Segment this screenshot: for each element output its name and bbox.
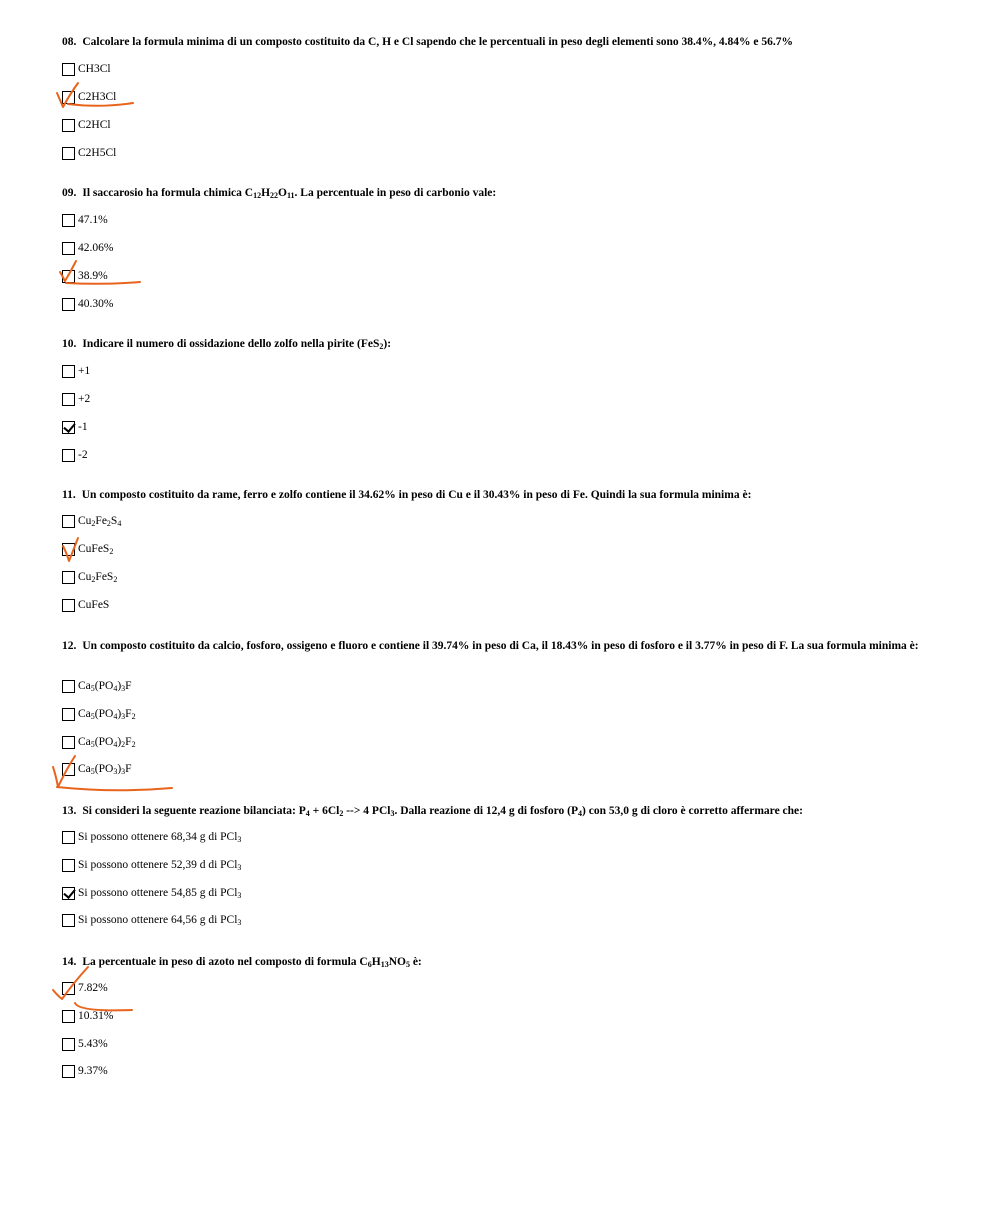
option-label: 38.9% [78,270,108,282]
question-10 [62,337,932,461]
option-label: Si possono ottenere 52,39 d di PCl$_3$ [78,859,242,872]
option-label: $Ca_5(PO_4)_3F$ [78,680,132,693]
option-label: Si possono ottenere 64,56 g di PCl$_3$ [78,914,242,927]
checkbox-checked[interactable] [62,887,75,900]
checkbox[interactable] [62,736,75,749]
option-54-85[interactable] [62,885,241,901]
option-plus-1[interactable] [62,363,90,379]
option-label: -1 [78,421,88,433]
checkbox[interactable] [62,543,75,556]
option-47-1[interactable] [62,212,108,228]
option-label: 40.30% [78,298,114,310]
option-cufes[interactable] [62,597,109,613]
option-c2h5cl[interactable] [62,145,116,161]
option-38-9[interactable] [62,268,108,284]
checkbox[interactable] [62,298,75,311]
option-label: CH3Cl [78,63,111,75]
option-label: $Ca_5(PO_4)_2F_2$ [78,736,136,749]
checkbox[interactable] [62,63,75,76]
option-ca5-po3-3-f[interactable] [62,761,132,777]
option-ca5-po4-2-f2[interactable] [62,734,136,750]
option-label: $Cu_2Fe_2S_4$ [78,515,122,528]
checkbox[interactable] [62,242,75,255]
option-52-39[interactable] [62,857,241,873]
question-text: 12. Un composto costituito da calcio, fosforo, ossigeno e fluoro e contiene il 39.74% in peso di Ca, il 18.43% in peso di fosforo e il 3.77% in peso di F. La sua formula minima è: [62,640,919,652]
option-ca5-po4-3-f[interactable] [62,678,132,694]
checkbox[interactable] [62,1010,75,1023]
question-text: 09. Il saccarosio ha formula chimica $C_{12}H_{22}O_{11}$. La percentuale in peso di carbonio vale: [62,187,497,200]
checkbox[interactable] [62,449,75,462]
option-7-82[interactable] [62,980,108,996]
question-text: 13. Si consideri la seguente reazione bilanciata: $P_4 + 6Cl_2$ --> 4 PCl$_3$. Dalla reazione di 12,4 g di fosforo $(P_4)$ con 53,0 g di cloro è corretto affermare che: [62,805,803,818]
question-text: 10. Indicare il numero di ossidazione dello zolfo nella pirite (FeS$_2$): [62,338,392,351]
checkbox[interactable] [62,1065,75,1078]
checkbox[interactable] [62,91,75,104]
option-cufes2[interactable] [62,541,113,557]
question-text: 11. Un composto costituito da rame, ferro e zolfo contiene il 34.62% in peso di Cu e il 30.43% in peso di Fe. Quindi la sua formula minima è: [62,489,752,501]
option-minus-1[interactable] [62,419,88,435]
option-label: CuFeS [78,599,110,611]
question-12 [62,639,932,776]
option-label: C2H5Cl [78,147,117,159]
question-13 [62,804,932,927]
option-label: 5.43% [78,1038,108,1050]
option-40-30[interactable] [62,296,113,312]
option-label: CuFeS$_2$ [78,543,114,556]
option-label: Si possono ottenere 68,34 g di PCl$_3$ [78,831,242,844]
option-label: $Ca_5(PO_3)_3F$ [78,763,132,776]
option-label: 10.31% [78,1010,114,1022]
checkbox[interactable] [62,708,75,721]
checkbox[interactable] [62,982,75,995]
checkbox[interactable] [62,599,75,612]
option-cu2fes2[interactable] [62,569,117,585]
option-cu2fe2s4[interactable] [62,513,121,529]
checkbox[interactable] [62,214,75,227]
option-9-37[interactable] [62,1063,108,1079]
option-label: $Ca_5(PO_4)_3F_2$ [78,708,136,721]
checkbox[interactable] [62,365,75,378]
option-label: 9.37% [78,1065,108,1077]
option-64-56[interactable] [62,912,241,928]
checkbox[interactable] [62,831,75,844]
question-14 [62,955,932,1077]
question-text: 08. Calcolare la formula minima di un composto costituito da C, H e Cl sapendo che le percentuali in peso degli elementi sono 38.4%, 4.84% e 56.7% [62,36,794,48]
option-label: $Cu_2FeS_2$ [78,571,118,584]
checkbox[interactable] [62,914,75,927]
option-42-06[interactable] [62,240,113,256]
option-label: C2H3Cl [78,91,117,103]
question-08 [62,35,932,159]
checkbox[interactable] [62,763,75,776]
option-label: 42.06% [78,242,114,254]
checkbox[interactable] [62,270,75,283]
option-label: +1 [78,365,91,377]
checkbox[interactable] [62,147,75,160]
checkbox[interactable] [62,119,75,132]
checkbox-checked[interactable] [62,421,75,434]
option-label: 7.82% [78,982,108,994]
option-ch3cl[interactable] [62,61,111,77]
checkbox[interactable] [62,680,75,693]
checkbox[interactable] [62,571,75,584]
option-label: -2 [78,449,88,461]
option-68-34[interactable] [62,829,241,845]
option-label: Si possono ottenere 54,85 g di PCl$_3$ [78,887,242,900]
checkbox[interactable] [62,859,75,872]
option-c2hcl[interactable] [62,117,111,133]
option-plus-2[interactable] [62,391,90,407]
option-10-31[interactable] [62,1008,113,1024]
option-ca5-po4-3-f2[interactable] [62,706,136,722]
question-11 [62,488,932,611]
option-c2h3cl[interactable] [62,89,116,105]
option-label: C2HCl [78,119,111,131]
option-minus-2[interactable] [62,447,88,463]
checkbox[interactable] [62,393,75,406]
checkbox[interactable] [62,515,75,528]
option-label: +2 [78,393,91,405]
underline-stroke [57,787,172,790]
checkbox[interactable] [62,1038,75,1051]
option-5-43[interactable] [62,1036,108,1052]
question-09 [62,186,932,310]
option-label: 47.1% [78,214,108,226]
question-text: 14. La percentuale in peso di azoto nel composto di formula $C_6H_{13}NO_5$ è: [62,956,422,969]
